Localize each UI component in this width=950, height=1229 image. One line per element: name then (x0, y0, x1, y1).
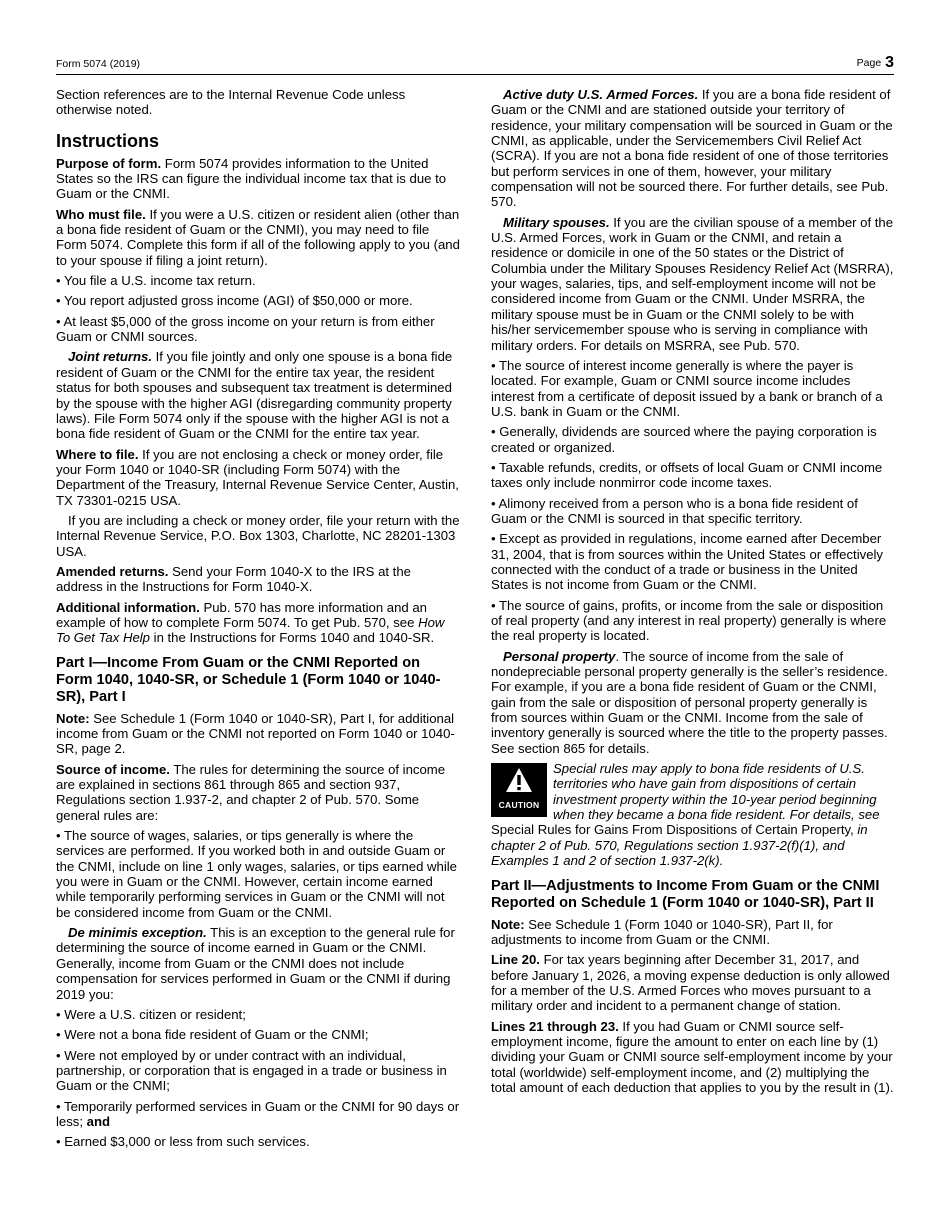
list-item: • Generally, dividends are sourced where the paying corporation is created or organized. (491, 424, 877, 455)
line-20-paragraph: Line 20. For tax years beginning after December 31, 2017, and before January 1, 2026, a moving expense deduction is only allowed for a member of the U.S. Armed Forces who moves pursuant to a military order and incident to a permanent change of station. (491, 952, 890, 1014)
where-to-file-paragraph: Where to file. If you are not enclosing a check or money order, file your Form 1040 or 1040-SR (including Form 5074) with the Department of the Treasury, Internal Revenue Service Center, Austin, TX 73301-0215 USA. (56, 446, 459, 508)
list-item: • The source of wages, salaries, or tips generally is where the services are performed. If you worked both in and outside Guam or the CNMI, include on line 1 only wages, salaries, or tips earned while you were in Guam or the CNMI. However, certain income earned while temporarily performing services in Guam or the CNMI will not be considered income from Guam or the CNMI. (56, 828, 457, 920)
lines-21-23-paragraph: Lines 21 through 23. If you had Guam or CNMI source self-employment income, figure the amount to enter on each line by (1) dividing your Guam or CNMI source self-employment income by your total (worldwide) self-employment income, and (2) multiplying the total amount of each deduction that applies to you by the result in (1). (491, 1018, 894, 1095)
part-2-heading: Part II—Adjustments to Income From Guam or the CNMI Reported on Schedule 1 (Form 1040 or 1040-SR), Part II (491, 877, 880, 911)
list-item: • Were not employed by or under contract with an individual, partnership, or corporation that is engaged in a trade or business in Guam or the CNMI; (56, 1047, 447, 1094)
caution-paragraph: Special rules may apply to bona fide residents of U.S. territories who have gain from dispositions of certain investment property within the 10-year period beginning when they became a bona fide resident. For details, see Special Rules for Gains From Dispositions of Certain Property, in chapter 2 of Pub. 570, Regulations section 1.937-2(f)(1), and Examples 1 and 2 of section 1.937-2(k). (491, 761, 880, 869)
list-item: • Temporarily performed services in Guam or the CNMI for 90 days or less; and (56, 1098, 460, 1129)
list-item: • Earned $3,000 or less from such services. (56, 1134, 310, 1150)
list-item: • Taxable refunds, credits, or offsets of local Guam or CNMI income taxes only include nonmirror code income taxes. (491, 459, 883, 491)
military-spouses-paragraph: Military spouses. If you are the civilian spouse of a member of the U.S. Armed Forces, work in Guam or the CNMI, and retain a residence or domicile in one of the 50 states or the District of Columbia under the Military Spouses Residency Relief Act (MSRRA), your wages, salaries, tips, and self-employment income will not be considered income from Guam or the CNMI. Under MSRRA, the military spouse must be in Guam or the CNMI solely to be with his/her servicemember spouse who is serving in compliance with military orders. For details on MSRRA, see Pub. 570. (491, 214, 894, 353)
page-header (56, 54, 894, 75)
caution-block (491, 761, 895, 868)
amended-returns-paragraph: Amended returns. Send your Form 1040-X to the IRS at the address in the Instructions for Form 1040-X. (56, 563, 411, 595)
joint-returns-paragraph: Joint returns. If you file jointly and only one spouse is a bona fide resident of Guam or the CNMI for the entire tax year, the resident status for both spouses and subsequent tax treatment is determined by the spouse with the higher AGI (disregarding community property laws). File Form 5074 only if the spouse with the higher AGI is not a bona fide resident of Guam or the CNMI for the entire tax year. (56, 349, 453, 442)
caution-icon (491, 763, 547, 817)
active-duty-paragraph: Active duty U.S. Armed Forces. If you are a bona fide resident of Guam or the CNMI and are stationed outside your territory of residence, your military compensation will be sourced in Guam or the CNMI, as applicable, under the Servicemembers Civil Relief Act (SCRA). If you are not a bona fide resident of one of those territories but perform services in one of them, however, your military compensation will not be sourced there. For further details, see Pub. 570. (491, 87, 893, 210)
part-1-heading: Part I—Income From Guam or the CNMI Reported on Form 1040, 1040-SR, or Schedule 1 (Form 1040 or 1040-SR), Part I (56, 654, 441, 705)
page-number: Page 3 (856, 54, 894, 71)
additional-info-paragraph: Additional information. Pub. 570 has more information and an example of how to complete Form 5074. To get Pub. 570, see How To Get Tax Help in the Instructions for Forms 1040 and 1040-SR. (56, 599, 445, 646)
who-must-file-paragraph: Who must file. If you were a U.S. citizen or resident alien (other than a bona fide resident of Guam or the CNMI), you may need to file Form 5074. Complete this form if all of the following apply to you (and to your spouse if filing a joint return). (56, 206, 460, 268)
list-item: • You report adjusted gross income (AGI) of $50,000 or more. (56, 293, 413, 309)
personal-property-paragraph: Personal property. The source of income from the sale of nondepreciable personal property generally is the seller’s residence. For example, if you are a bona fide resident of Guam or the CNMI, gain from the sale or disposition of personal property generally is from sources within Guam or the CNMI. Income from the sale of inventory generally is sourced where the title to the property passes. See section 865 for details. (491, 648, 888, 756)
de-minimis-paragraph: De minimis exception. This is an exception to the general rule for determining the source of income earned in Guam or the CNMI. Generally, income from Guam or the CNMI does not include compensation for services performed in Guam or the CNMI if during 2019 you: (56, 925, 455, 1002)
list-item: • Except as provided in regulations, income earned after December 31, 2004, that is from sources within the United States or effectively connected with the conduct of a trade or business in the United States is not income from Guam or the CNMI. (491, 531, 883, 593)
left-column (56, 87, 460, 1155)
where-to-file-check-paragraph: If you are including a check or money order, file your return with the Internal Revenue Service, P.O. Box 1303, Charlotte, NC 28201-1303 USA. (56, 512, 460, 559)
form-label: Form 5074 (2019) (56, 58, 141, 70)
right-column (491, 87, 895, 1100)
list-item: • Were a U.S. citizen or resident; (56, 1006, 246, 1022)
list-item: • Were not a bona fide resident of Guam or the CNMI; (56, 1027, 369, 1043)
list-item: • The source of interest income generally is where the payer is located. For example, Guam or CNMI source income includes interest from a certificate of deposit issued by a bank or branch of a U.S. bank in Guam or the CNMI. (491, 357, 883, 419)
intro-text: Section references are to the Internal Revenue Code unless otherwise noted. (56, 87, 406, 118)
list-item: • The source of gains, profits, or income from the sale or disposition of real property (and any interest in real property) generally is where the real property is located. (491, 597, 887, 644)
caution-label: CAUTION (498, 799, 540, 810)
source-of-income-paragraph: Source of income. The rules for determining the source of income are explained in sections 861 through 865 and section 937, Regulations section 1.937-2, and chapter 2 of Pub. 570. Some general rules are: (56, 761, 446, 823)
list-item: • At least $5,000 of the gross income on your return is from either Guam or CNMI sources. (56, 313, 435, 345)
warning-triangle-icon (505, 767, 533, 793)
note-paragraph: Note: See Schedule 1 (Form 1040 or 1040-SR), Part I, for additional income from Guam or the CNMI not reported on Form 1040 or 1040-SR, page 2. (56, 710, 455, 757)
purpose-paragraph: Purpose of form. Form 5074 provides information to the United States so the IRS can figure the individual income tax that is due to Guam or the CNMI. (56, 155, 447, 202)
note-paragraph: Note: See Schedule 1 (Form 1040 or 1040-SR), Part II, for adjustments to income from Guam or the CNMI. (491, 916, 833, 947)
instructions-heading: Instructions (56, 130, 160, 151)
list-item: • Alimony received from a person who is a bona fide resident of Guam or the CNMI is sourced in that specific territory. (491, 495, 858, 526)
list-item: • You file a U.S. income tax return. (56, 273, 256, 289)
